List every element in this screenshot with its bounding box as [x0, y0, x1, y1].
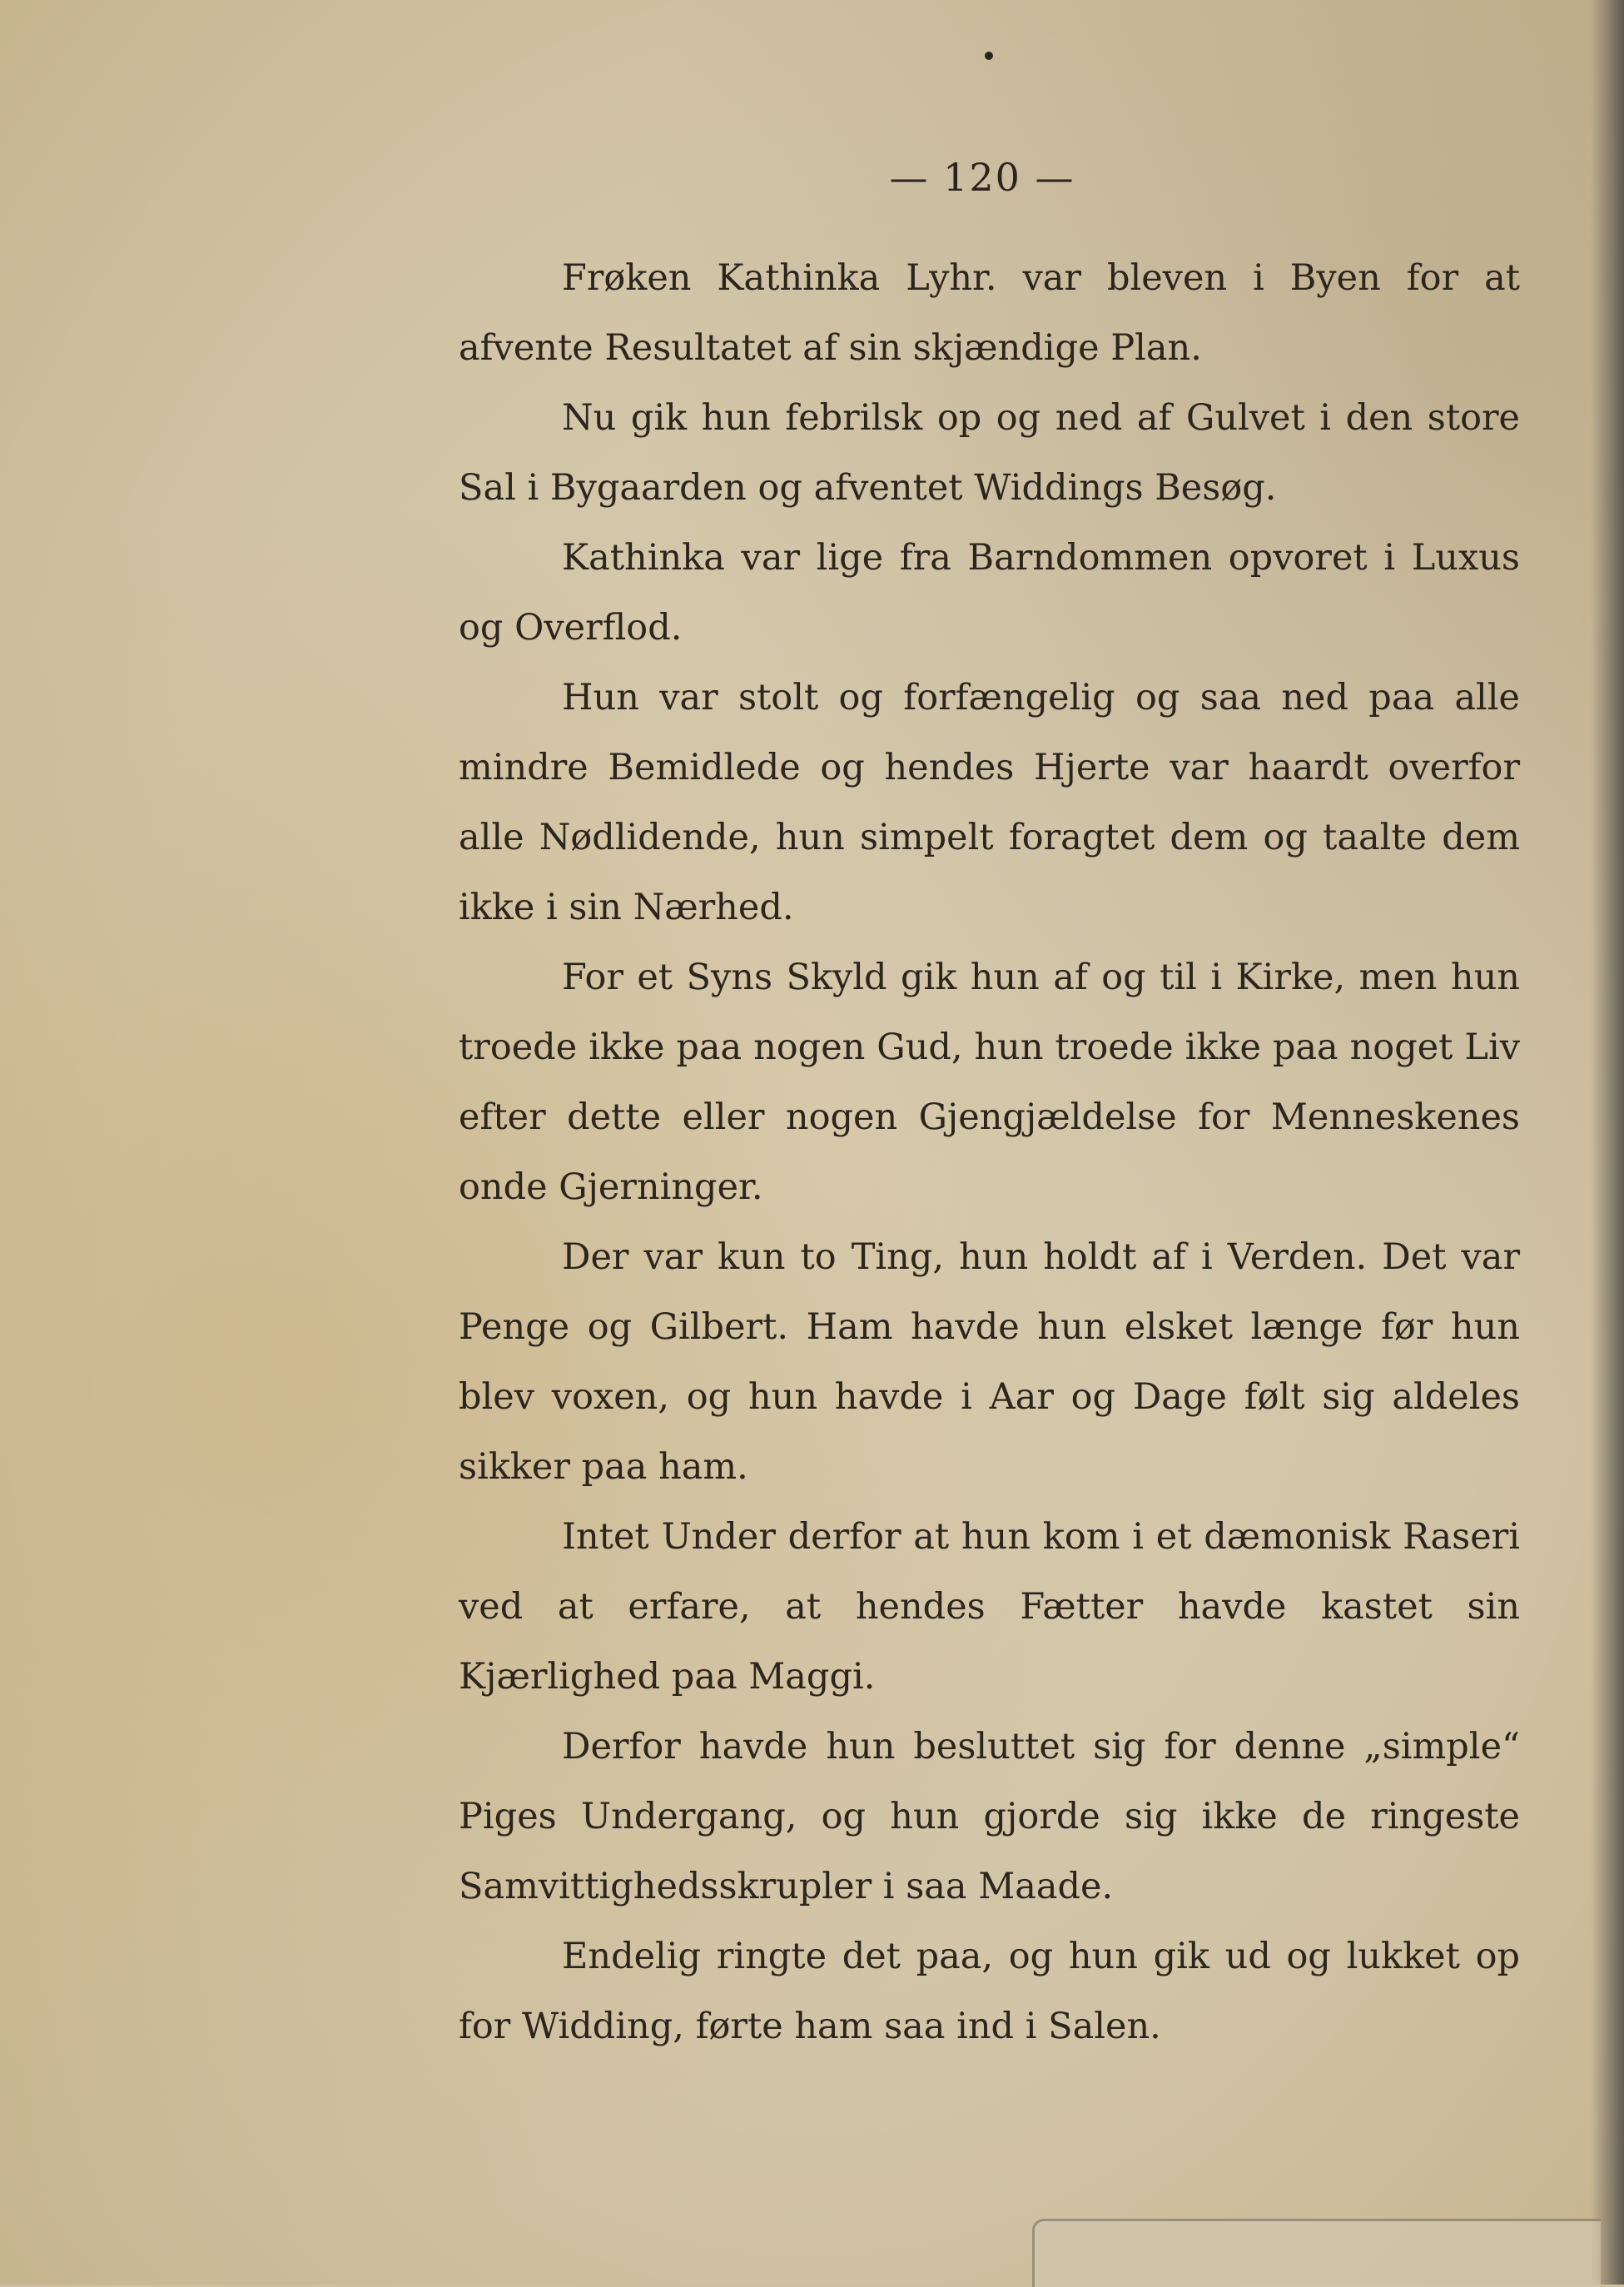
paragraph-4: Hun var stolt og forfængelig og saa ned paa alle mindre Bemidlede og hendes Hjerte var haardt overfor alle Nødlidende, hun simpelt foragtet dem og taalte dem ikke i sin Nærhed.: [459, 677, 1520, 928]
paragraph-7: Intet Under derfor at hun kom i et dæmonisk Raseri ved at erfare, at hendes Fætter havde kastet sin Kjærlighed paa Maggi.: [459, 1516, 1520, 1698]
paragraph-9: Endelig ringte det paa, og hun gik ud og lukket op for Widding, førte ham saa ind i Salen.: [459, 1936, 1520, 2047]
page-number: — 120 —: [889, 155, 1075, 200]
paragraph-3: Kathinka var lige fra Barndommen opvoret i Luxus og Overflod.: [459, 537, 1520, 649]
paragraph-2: Nu gik hun febrilsk op og ned af Gulvet i den store Sal i Bygaarden og afventet Widdings Besøg.: [459, 397, 1520, 509]
body-text: [459, 243, 1520, 2061]
paragraph-8: Derfor havde hun besluttet sig for denne „simple“ Piges Undergang, og hun gjorde sig ikke de ringeste Samvittighedsskrupler i saa Maade.: [459, 1726, 1520, 1907]
paragraph-1: Frøken Kathinka Lyhr. var bleven i Byen for at afvente Resultatet af sin skjændige Plan.: [459, 257, 1520, 369]
bottom-page-edge: [1032, 2219, 1601, 2287]
paragraph-6: Der var kun to Ting, hun holdt af i Verden. Det var Penge og Gilbert. Ham havde hun elsket længe før hun blev voxen, og hun havde i Aar og Dage følt sig aldeles sikker paa ham.: [459, 1236, 1520, 1488]
ink-dot: [985, 52, 993, 60]
paragraph-5: For et Syns Skyld gik hun af og til i Kirke, men hun troede ikke paa nogen Gud, hun troede ikke paa noget Liv efter dette eller nogen Gjengjældelse for Menneskenes onde Gjerninger.: [459, 957, 1520, 1208]
page-edge-shadow: [1591, 0, 1624, 2285]
